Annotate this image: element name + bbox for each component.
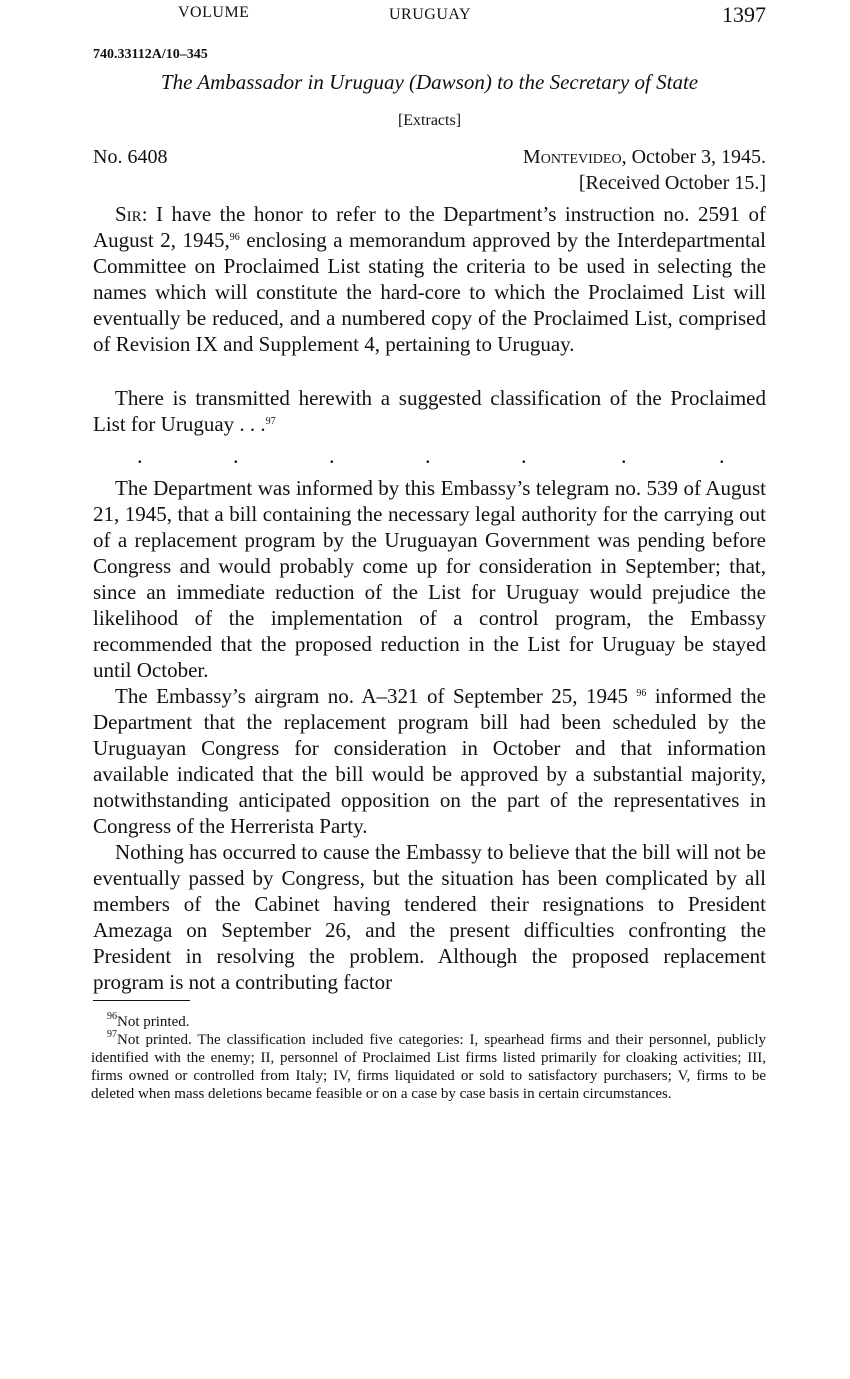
extracts-label: [Extracts] xyxy=(397,112,462,129)
received-date: [Received October 15.] xyxy=(578,172,766,194)
ellipsis-dot: . xyxy=(233,443,239,468)
footnotes xyxy=(91,1013,766,1103)
paragraph-4-text-b: informed the Department that the replacement program bill had been scheduled by the Uruguayan Congress for consideration in October and that information available indicated that the bill would be approved by a substantial majority, notwithstanding anticipated opposition on the part of the representatives in Congress of the Herrerista Party. xyxy=(93,684,766,838)
footnote-divider xyxy=(93,1000,190,1001)
paragraph-1 xyxy=(93,201,766,357)
paragraph-3: The Department was informed by this Embassy’s telegram no. 539 of August 21, 1945, that a bill containing the necessary legal authority for the carrying out of a replacement program by the Uruguayan Government was pending before Congress and would probably come up for consideration in September; that, since an immediate reduction of the List for Uruguay would prejudice the likelihood of the implementation of a control program, the Embassy recommended that the proposed reduction in the List for Uruguay be stayed until October. xyxy=(93,476,766,682)
ellipsis-dot: . xyxy=(425,443,431,468)
country-heading: URUGUAY xyxy=(389,6,472,23)
footnote-marker: 97 xyxy=(107,1029,117,1040)
dateline-date: , October 3, 1945. xyxy=(621,146,766,168)
running-head xyxy=(0,2,850,28)
paragraph-2-text: There is transmitted herewith a suggested classification of the Proclaimed List for Uruguay . . . xyxy=(93,386,766,436)
paragraph-5: Nothing has occurred to cause the Embassy to believe that the bill will not be eventually passed by Congress, but the situation has been complicated by all members of the Cabinet having tendered their resignations to President Amezaga on September 26, and the present difficulties confronting the President in resolving the problem. Although the proposed replacement program is not a contributing factor xyxy=(93,840,766,994)
ellipsis-dot: . xyxy=(329,443,335,468)
paragraph-1-text-b: enclosing a memorandum approved by the Interdepartmental Committee on Proclaimed List stating the criteria to be used in selecting the names which will constitute the hard-core to which the Proclaimed List will eventually be reduced, and a numbered copy of the Proclaimed List, comprised of Revision IX and Supplement 4, pertaining to Uruguay. xyxy=(93,228,766,356)
dateline-place: Montevideo xyxy=(522,146,622,168)
ellipsis-dot: . xyxy=(719,443,725,468)
footnote-text: Not printed. xyxy=(117,1014,190,1030)
footnote-ref-97: 97 xyxy=(265,416,276,427)
page-number: 1397 xyxy=(722,2,766,27)
document-number: No. 6408 xyxy=(93,146,168,168)
body-continuation xyxy=(93,475,766,995)
volume-label: VOLUME xyxy=(178,4,250,21)
dateline xyxy=(523,146,766,169)
file-number: 740.33112A/10–345 xyxy=(93,47,208,62)
paragraph-4-text-a: The Embassy’s airgram no. A–321 of September 25, 1945 xyxy=(115,684,637,708)
salutation: Sir xyxy=(115,202,142,226)
footnote-marker: 96 xyxy=(107,1011,117,1022)
ellipsis-dot: . xyxy=(137,443,143,468)
paragraph-2 xyxy=(93,385,766,437)
footnote-text: Not printed. The classification included five categories: I, spearhead firms and their personnel, publicly identified with the enemy; II, personnel of Proclaimed List firms listed primarily for cloaking activities; III, firms owned or controlled from Italy; IV, firms liquidated or sold to satisfactory purchasers; V, firms to be deleted when mass deletions became feasible or on a case by case basis in certain circumstances. xyxy=(91,1032,766,1102)
footnote-ref-96: 96 xyxy=(636,688,647,699)
paragraph-4 xyxy=(93,683,766,839)
document-title: The Ambassador in Uruguay (Dawson) to the Secretary of State xyxy=(160,70,699,94)
footnote-97 xyxy=(91,1031,766,1103)
footnote-96 xyxy=(91,1013,766,1031)
ellipsis-separator xyxy=(93,443,766,468)
footnote-ref-96: 96 xyxy=(229,232,240,243)
ellipsis-dot: . xyxy=(621,443,627,468)
ellipsis-dot: . xyxy=(521,443,527,468)
paragraph-1-text-a: : I have the honor to refer to the Department’s instruction no. 2591 of August 2, 1945, xyxy=(93,202,766,252)
